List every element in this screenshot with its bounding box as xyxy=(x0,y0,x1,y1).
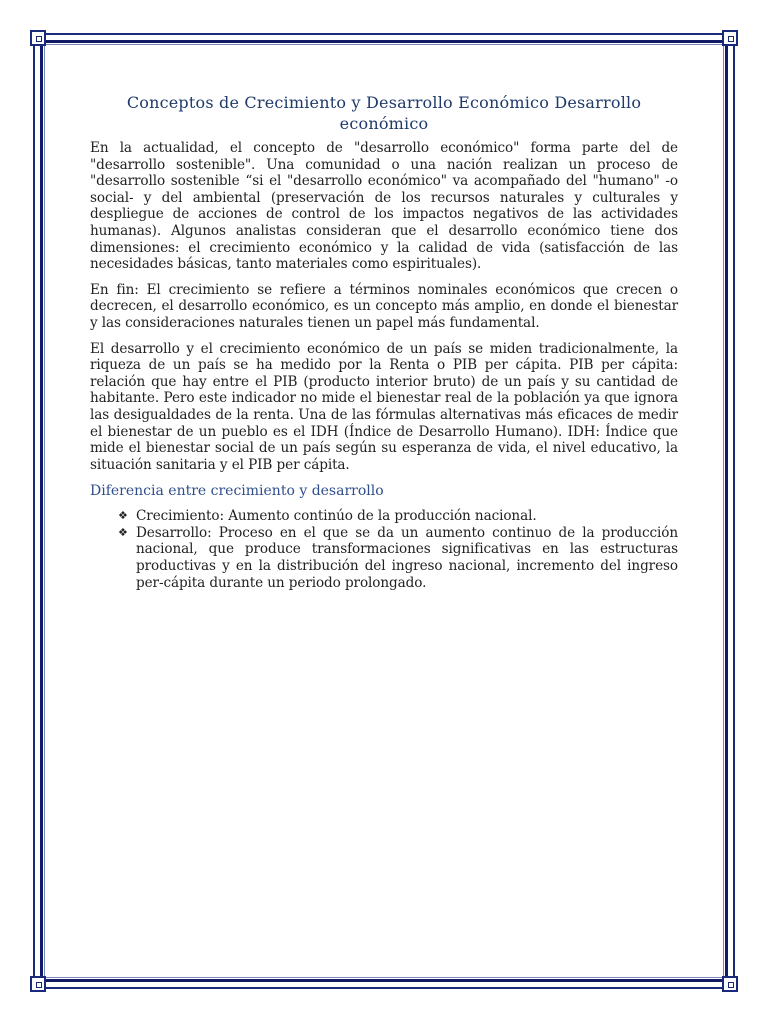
bullet-list xyxy=(90,508,678,591)
list-item xyxy=(118,508,678,525)
list-item-text: Crecimiento: Aumento continúo de la producción nacional. xyxy=(136,508,537,525)
paragraph: El desarrollo y el crecimiento económico de un país se miden tradicionalmente, la riqueza de un país se ha medido por la Renta o PIB per cápita. PIB per cápita: relación que hay entre el PIB (producto interior bruto) de un país y su cantidad de habitante. Pero este indicador no mide el bienestar real de la población ya que ignora las desigualdades de la renta. Una de las fórmulas alternativas más eficaces de medir el bienestar de un pueblo es el IDH (Índice de Desarrollo Humano). IDH: Índice que mide el bienestar social de un país según su esperanza de vida, el nivel educativo, la situación sanitaria y el PIB per cápita. xyxy=(90,340,678,473)
border-corner-ornament xyxy=(30,30,46,46)
section-heading: Diferencia entre crecimiento y desarrollo xyxy=(90,483,384,500)
border-corner-ornament xyxy=(30,976,46,992)
document-body xyxy=(90,92,678,591)
diamond-bullet-icon: ❖ xyxy=(118,525,128,539)
list-item xyxy=(118,525,678,591)
document-title: Conceptos de Crecimiento y Desarrollo Económico Desarrollo económico xyxy=(126,93,642,133)
border-corner-ornament xyxy=(722,976,738,992)
list-item-text: Desarrollo: Proceso en el que se da un aumento continuo de la producción nacional, que produce transformaciones significativas en las estructuras productivas y en la distribución del ingreso nacional, incremento del ingreso per-cápita durante un periodo prolongado. xyxy=(136,524,678,591)
diamond-bullet-icon: ❖ xyxy=(118,509,128,523)
border-corner-ornament xyxy=(722,30,738,46)
paragraph: En fin: El crecimiento se refiere a términos nominales económicos que crecen o decrecen, el desarrollo económico, es un concepto más amplio, en donde el bienestar y las consideraciones naturales tienen un papel más fundamental. xyxy=(90,281,678,331)
paragraph: En la actualidad, el concepto de "desarrollo económico" forma parte del de "desarrollo sostenible". Una comunidad o una nación realizan un proceso de "desarrollo sostenible “si el "desarrollo económico" va acompañado del "humano" -o social- y del ambiental (preservación de los recursos naturales y culturales y despliegue de acciones de control de los impactos negativos de las actividades humanas). Algunos analistas consideran que el desarrollo económico tiene dos dimensiones: el crecimiento económico y la calidad de vida (satisfacción de las necesidades básicas, tanto materiales como espirituales). xyxy=(90,140,678,273)
